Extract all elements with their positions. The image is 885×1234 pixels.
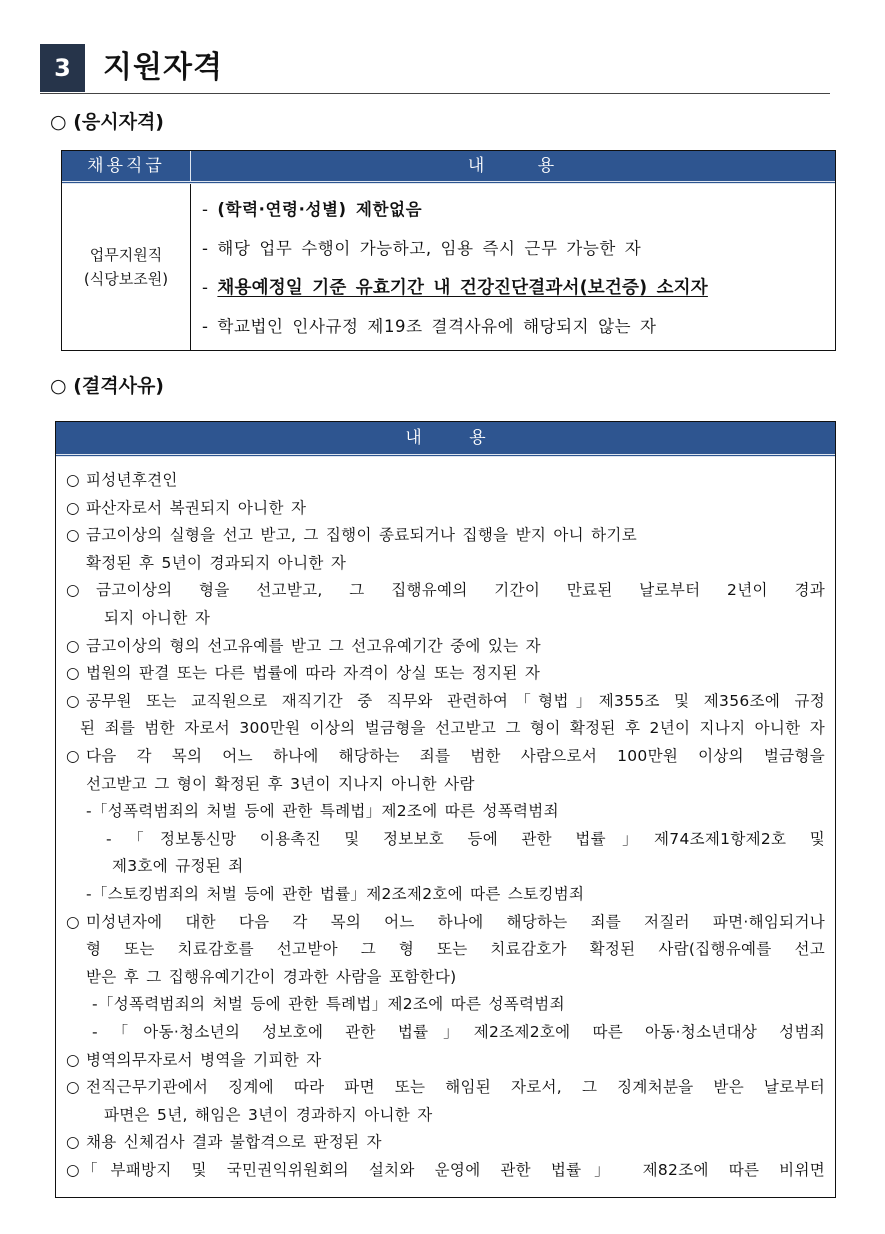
- qualification-table-header: [62, 151, 835, 184]
- disqualification-line: 되지 아니한 자: [104, 609, 211, 627]
- qualification-item: - (학력·연령·성별) 제한없음: [202, 200, 423, 219]
- header-content: 내 용: [467, 156, 558, 176]
- disqualification-table: [55, 421, 836, 1198]
- role-cell: [62, 184, 191, 350]
- bullet-icon: ○: [66, 1161, 80, 1179]
- qualification-item: - 해당 업무 수행이 가능하고, 임용 즉시 근무 가능한 자: [202, 239, 642, 258]
- header-job: 채용직급: [62, 151, 191, 181]
- disqualification-line: 파면은 5년, 해임은 3년이 경과하지 아니한 자: [104, 1105, 433, 1124]
- disqualification-line: -「정보통신망 이용촉진 및 정보보호 등에 관한 법률」제74조제1항제2호 및: [106, 829, 825, 848]
- section-number: 3: [40, 44, 85, 92]
- bullet-icon: ○: [66, 912, 80, 931]
- section-header: [40, 44, 830, 94]
- bullet-icon: ○: [66, 1050, 80, 1069]
- disqualification-line: 선고받고 그 형이 확정된 후 3년이 지나지 아니한 사람: [86, 774, 475, 793]
- bullet-icon: ○: [66, 747, 80, 765]
- disqualification-line: -「아동·청소년의 성보호에 관한 법률」제2조제2호에 따른 아동·청소년대상 성범죄: [92, 1023, 825, 1041]
- disqualification-line: 병역의무자로서 병역을 기피한 자: [86, 1050, 322, 1069]
- bullet-icon: ○: [66, 498, 80, 517]
- disqualification-line: 파산자로서 복권되지 아니한 자: [86, 498, 307, 517]
- disqualification-line: 받은 후 그 집행유예기간이 경과한 사람을 포함한다): [86, 967, 457, 986]
- bullet-icon: ○: [66, 471, 80, 489]
- bullet-icon: ○: [66, 1078, 80, 1097]
- role-name: 업무지원직: [89, 246, 163, 264]
- bullet-icon: ○: [66, 1133, 80, 1152]
- disqualification-heading: ○ (결격사유): [50, 375, 164, 397]
- disqualification-line: 확정된 후 5년이 경과되지 아니한 자: [86, 553, 347, 572]
- disqualification-line: -「성폭력범죄의 처벌 등에 관한 특례법」제2조에 따른 성폭력범죄: [92, 995, 565, 1014]
- section-title: 지원자격: [103, 50, 223, 85]
- bullet-icon: ○: [66, 636, 80, 655]
- role-detail: (식당보조원): [83, 270, 169, 288]
- disqualification-line: 법원의 판결 또는 다른 법률에 따라 자격이 상실 또는 정지된 자: [86, 664, 541, 683]
- qualification-content: [202, 184, 827, 350]
- disqualification-line: 피성년후견인: [86, 471, 178, 489]
- disqualification-line: 된 죄를 범한 자로서 300만원 이상의 벌금형을 선고받고 그 형이 확정된 후 2년이 지나지 아니한 자: [80, 719, 825, 738]
- disqualification-line: 금고이상의 형을 선고받고, 그 집행유예의 기간이 만료된 날로부터 2년이 경과: [96, 581, 825, 600]
- disqualification-line: 형 또는 치료감호를 선고받아 그 형 또는 치료감호가 확정된 사람(집행유예를 선고: [86, 940, 825, 959]
- disqualification-line: -「스토킹범죄의 처벌 등에 관한 법률」제2조제2호에 따른 스토킹범죄: [86, 885, 585, 903]
- disqualification-line: 금고이상의 형의 선고유예를 받고 그 선고유예기간 중에 있는 자: [86, 636, 541, 655]
- qualification-item: - 채용예정일 기준 유효기간 내 건강진단결과서(보건증) 소지자: [202, 278, 708, 298]
- bullet-icon: ○: [66, 526, 80, 545]
- disqualification-line: 「부패방지 및 국민권익위원회의 설치와 운영에 관한 법률」 제82조에 따른 비위면: [82, 1161, 825, 1179]
- disqualification-line: 공무원 또는 교직원으로 재직기간 중 직무와 관련하여「형법」제355조 및 제356조에 규정: [86, 691, 825, 710]
- bullet-icon: ○: [66, 581, 80, 600]
- disqualification-line: 제3호에 규정된 죄: [112, 857, 244, 876]
- disqualification-line: -「성폭력범죄의 처벌 등에 관한 특례법」제2조에 따른 성폭력범죄: [86, 802, 559, 821]
- disqualification-table-header: 내 용: [56, 422, 835, 457]
- disqualification-line: 다음 각 목의 어느 하나에 해당하는 죄를 범한 사람으로서 100만원 이상의 벌금형을: [86, 747, 825, 765]
- qualification-table: [61, 150, 836, 351]
- qualification-heading: ○ (응시자격): [50, 111, 164, 133]
- disqualification-line: 채용 신체검사 결과 불합격으로 판정된 자: [86, 1133, 382, 1152]
- disqualification-line: 전직근무기관에서 징계에 따라 파면 또는 해임된 자로서, 그 징계처분을 받은 날로부터: [86, 1078, 825, 1097]
- disqualification-line: 미성년자에 대한 다음 각 목의 어느 하나에 해당하는 죄를 저질러 파면·해임되거나: [86, 912, 825, 931]
- qualification-item: - 학교법인 인사규정 제19조 결격사유에 해당되지 않는 자: [202, 317, 657, 336]
- bullet-icon: ○: [66, 691, 80, 710]
- disqualification-line: 금고이상의 실형을 선고 받고, 그 집행이 종료되거나 집행을 받지 아니 하기로: [86, 526, 637, 545]
- bullet-icon: ○: [66, 664, 80, 683]
- disqualification-content: [56, 457, 835, 1197]
